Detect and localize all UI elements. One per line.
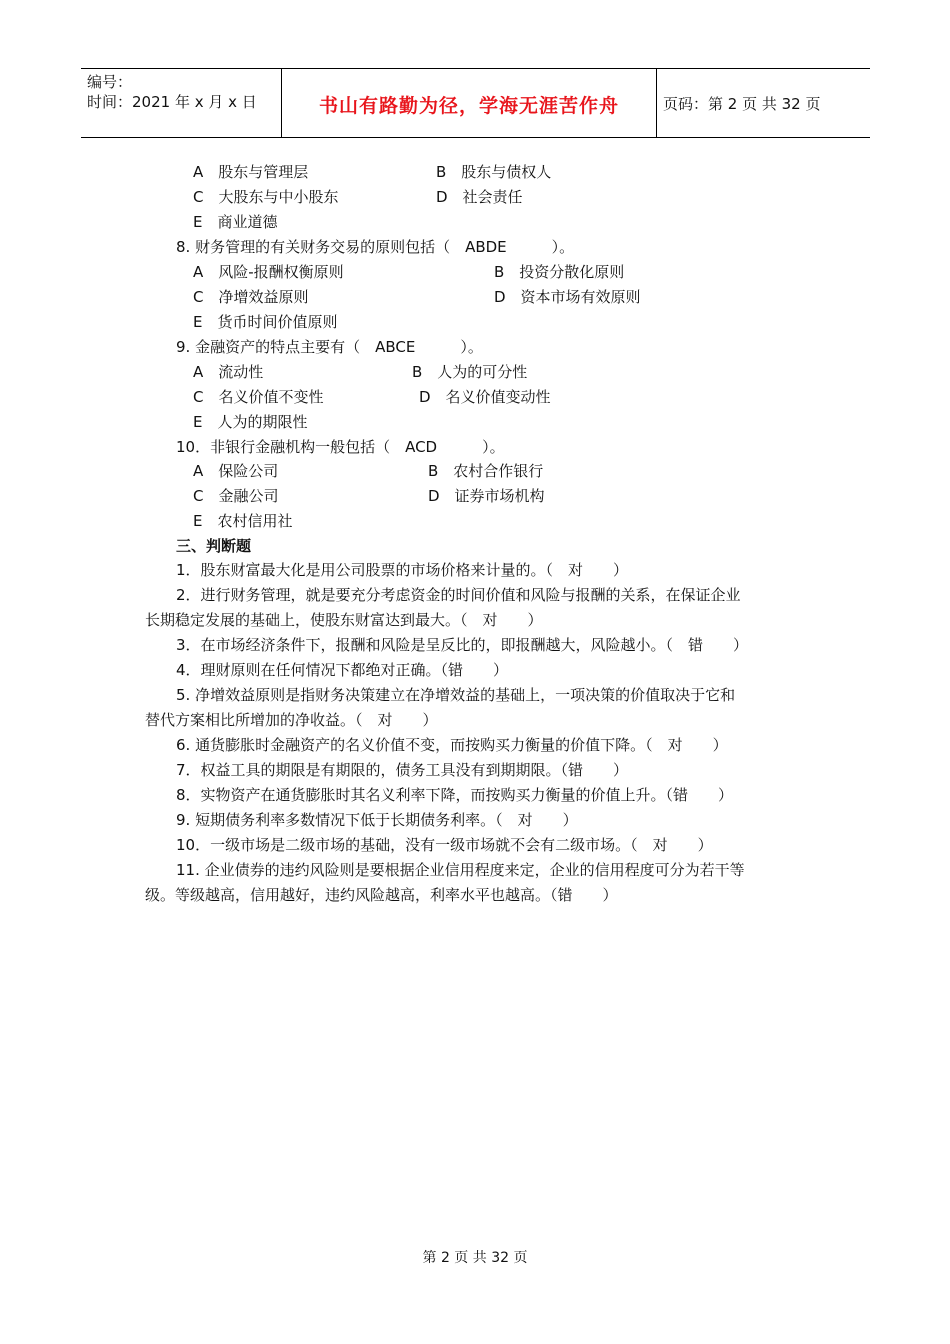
q7-option-b: B 股东与债权人 [436,163,552,181]
q9-option-b: B 人为的可分性 [412,363,528,381]
q8-option-c: C 净增效益原则 [193,288,309,306]
q9-option-d: D 名义价值变动性 [419,388,551,406]
page-info: 页码：第 2 页 共 32 页 [663,95,821,113]
q8-option-b: B 投资分散化原则 [494,263,625,281]
judgment-11-line2: 级。等级越高，信用越好，违约风险越高，利率水平也越高。（错 ） [145,886,618,904]
page-header [81,68,870,138]
judgment-2-line2: 长期稳定发展的基础上，使股东财富达到最大。（ 对 ） [145,611,543,629]
serial-label: 编号： [87,73,133,91]
q8-option-e: E 货币时间价值原则 [193,313,338,331]
header-page-cell [657,69,870,137]
q9-stem: 9. 金融资产的特点主要有（ ABCE ）。 [176,338,483,356]
judgment-7: 7．权益工具的期限是有期限的，债务工具没有到期期限。（错 ） [176,761,629,779]
judgment-8: 8．实物资产在通货膨胀时其名义利率下降，而按购买力衡量的价值上升。（错 ） [176,786,734,804]
judgment-4: 4．理财原则在任何情况下都绝对正确。（错 ） [176,661,509,679]
q10-option-d: D 证券市场机构 [428,487,545,505]
page-footer: 第 2 页 共 32 页 [422,1250,528,1266]
header-meta-cell [81,69,282,137]
q10-option-c: C 金融公司 [193,487,279,505]
q7-option-d: D 社会责任 [436,188,523,206]
q7-option-e: E 商业道德 [193,213,278,231]
q10-stem: 10．非银行金融机构一般包括（ ACD ）。 [176,438,505,456]
q9-option-e: E 人为的期限性 [193,413,308,431]
q8-stem: 8. 财务管理的有关财务交易的原则包括（ ABDE ）。 [176,238,575,256]
judgment-5-line1: 5. 净增效益原则是指财务决策建立在净增效益的基础上，一项决策的价值取决于它和 [176,686,736,704]
q7-option-c: C 大股东与中小股东 [193,188,339,206]
judgment-5-line2: 替代方案相比所增加的净收益。（ 对 ） [145,711,438,729]
judgment-1: 1．股东财富最大化是用公司股票的市场价格来计量的。（ 对 ） [176,561,629,579]
q10-option-b: B 农村合作银行 [428,462,544,480]
judgment-9: 9. 短期债务利率多数情况下低于长期债务利率。（ 对 ） [176,811,578,829]
judgment-10: 10．一级市场是二级市场的基础，没有一级市场就不会有二级市场。（ 对 ） [176,836,713,854]
judgment-6: 6. 通货膨胀时金融资产的名义价值不变，而按购买力衡量的价值下降。（ 对 ） [176,736,728,754]
q8-option-d: D 资本市场有效原则 [494,288,641,306]
q9-option-c: C 名义价值不变性 [193,388,324,406]
header-motto-cell [282,69,657,137]
q7-option-a: A 股东与管理层 [193,163,309,181]
q10-option-e: E 农村信用社 [193,512,293,530]
judgment-2-line1: 2．进行财务管理，就是要充分考虑资金的时间价值和风险与报酬的关系，在保证企业 [176,586,741,604]
motto: 书山有路勤为径，学海无涯苦作舟 [318,95,619,117]
q10-option-a: A 保险公司 [193,462,279,480]
judgment-3: 3．在市场经济条件下，报酬和风险是呈反比的，即报酬越大，风险越小。（ 错 ） [176,636,749,654]
judgment-11-line1: 11. 企业债券的违约风险则是要根据企业信用程度来定，企业的信用程度可分为若干等 [176,861,745,879]
q8-option-a: A 风险-报酬权衡原则 [193,263,344,281]
q9-option-a: A 流动性 [193,363,264,381]
section-title-judgment: 三、判断题 [176,537,252,555]
date-line: 时间：2021 年 x 月 x 日 [87,93,257,111]
